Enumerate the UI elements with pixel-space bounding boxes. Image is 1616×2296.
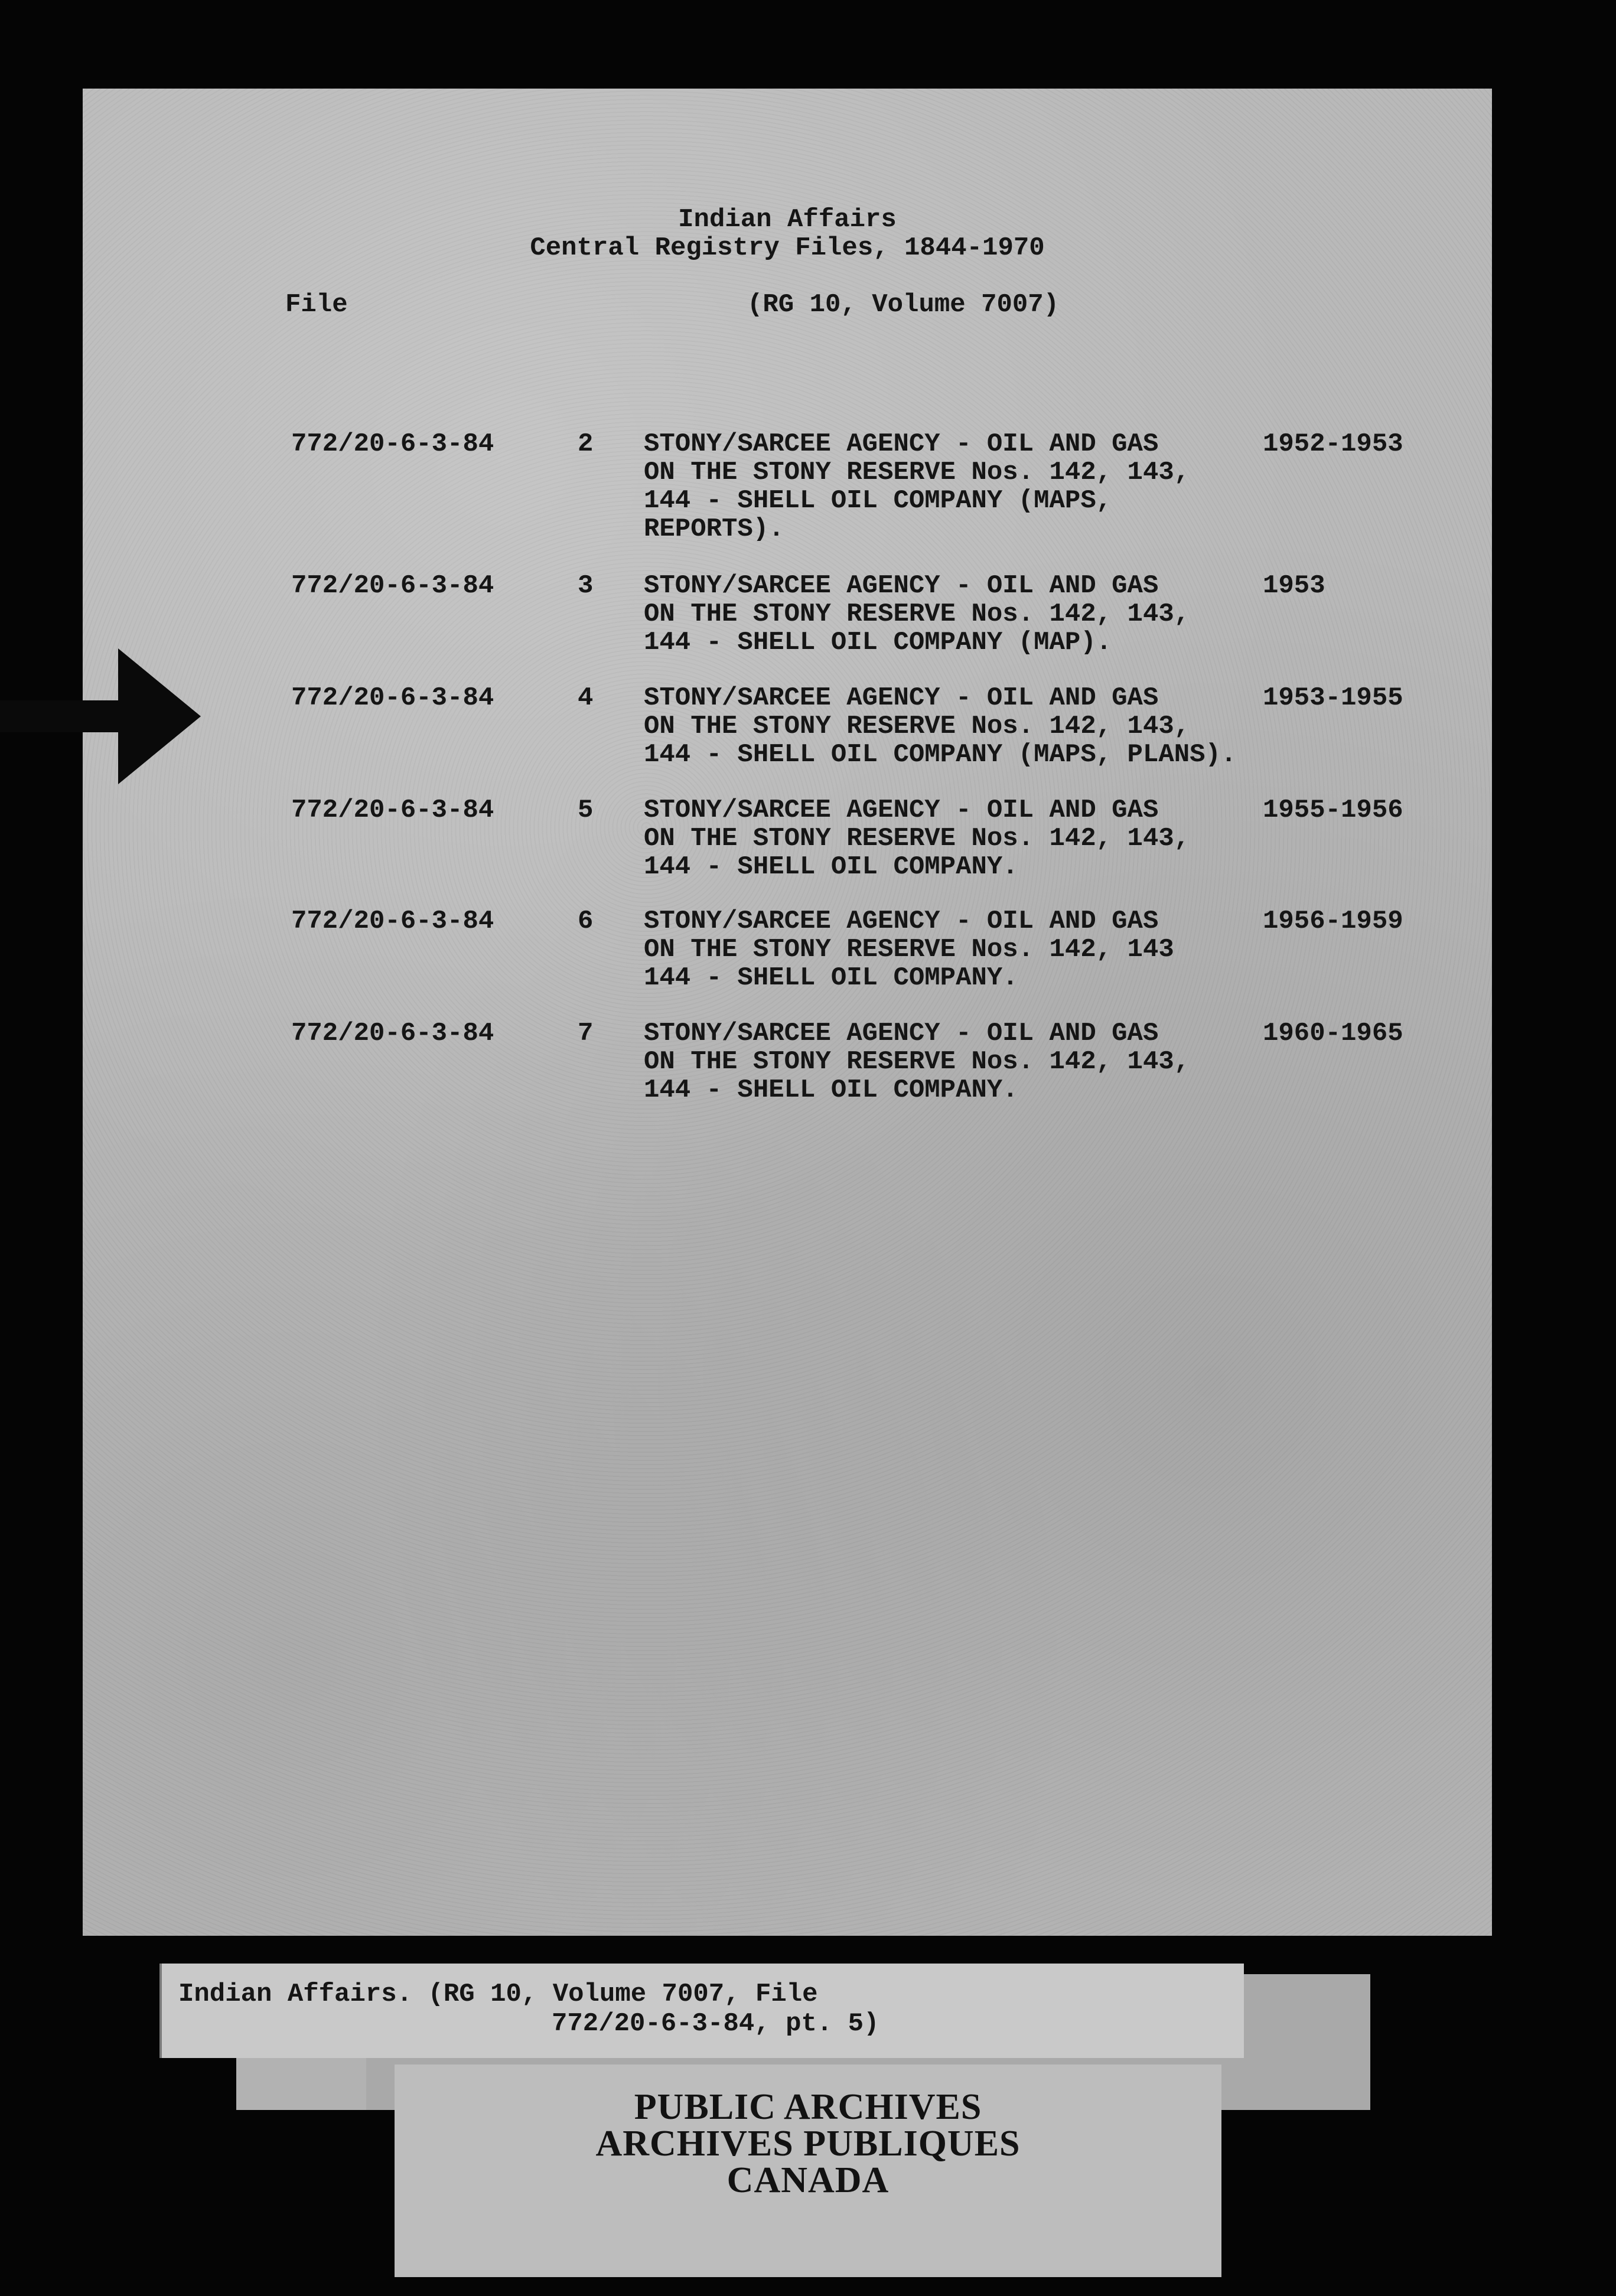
stamp-line-2: ARCHIVES PUBLIQUES [595, 2124, 1021, 2164]
date-range: 1956-1959 [1263, 906, 1403, 936]
part-number: 3 [578, 571, 594, 601]
file-column-label: File [285, 290, 348, 319]
file-label [159, 1964, 1244, 2058]
part-number: 5 [578, 795, 594, 825]
part-number: 4 [578, 683, 594, 713]
file-description: STONY/SARCEE AGENCY - OIL AND GAS ON THE STONY RESERVE Nos. 142, 143, 144 - SHELL OIL COMPANY (MAPS, PLANS). [644, 683, 1237, 769]
date-range: 1955-1956 [1263, 795, 1403, 825]
file-description: STONY/SARCEE AGENCY - OIL AND GAS ON THE STONY RESERVE Nos. 142, 143, 144 - SHELL OIL COMPANY (MAP). [644, 571, 1190, 657]
date-range: 1960-1965 [1263, 1019, 1403, 1048]
part-number: 6 [578, 906, 594, 936]
archives-stamp [395, 2065, 1221, 2277]
date-range: 1952-1953 [1263, 429, 1403, 459]
file-number: 772/20-6-3-84 [291, 906, 494, 936]
file-description: STONY/SARCEE AGENCY - OIL AND GAS ON THE STONY RESERVE Nos. 142, 143, 144 - SHELL OIL COMPANY. [644, 1019, 1190, 1105]
file-description: STONY/SARCEE AGENCY - OIL AND GAS ON THE STONY RESERVE Nos. 142, 143, 144 - SHELL OIL COMPANY. [644, 795, 1190, 882]
file-label-line-2: 772/20-6-3-84, pt. 5) [552, 2009, 879, 2039]
date-range: 1953-1955 [1263, 683, 1403, 713]
file-number: 772/20-6-3-84 [291, 795, 494, 825]
file-label-line-1: Indian Affairs. (RG 10, Volume 7007, File [178, 1979, 818, 2009]
stamp-line-1: PUBLIC ARCHIVES [634, 2087, 982, 2127]
file-description: STONY/SARCEE AGENCY - OIL AND GAS ON THE STONY RESERVE Nos. 142, 143, 144 - SHELL OIL COMPANY (MAPS, REPORTS). [644, 429, 1190, 544]
document-title: Indian Affairs [678, 205, 897, 234]
part-number: 2 [578, 429, 594, 459]
part-number: 7 [578, 1019, 594, 1048]
volume-reference: (RG 10, Volume 7007) [747, 290, 1060, 319]
file-number: 772/20-6-3-84 [291, 429, 494, 459]
file-number: 772/20-6-3-84 [291, 571, 494, 601]
document-page [83, 89, 1492, 1936]
document-subtitle: Central Registry Files, 1844-1970 [530, 233, 1045, 263]
file-number: 772/20-6-3-84 [291, 683, 494, 713]
file-number: 772/20-6-3-84 [291, 1019, 494, 1048]
pointer-arrow-icon [0, 648, 201, 784]
file-description: STONY/SARCEE AGENCY - OIL AND GAS ON THE STONY RESERVE Nos. 142, 143 144 - SHELL OIL COMPANY. [644, 906, 1174, 993]
stamp-line-3: CANADA [726, 2160, 890, 2200]
date-range: 1953 [1263, 571, 1325, 601]
